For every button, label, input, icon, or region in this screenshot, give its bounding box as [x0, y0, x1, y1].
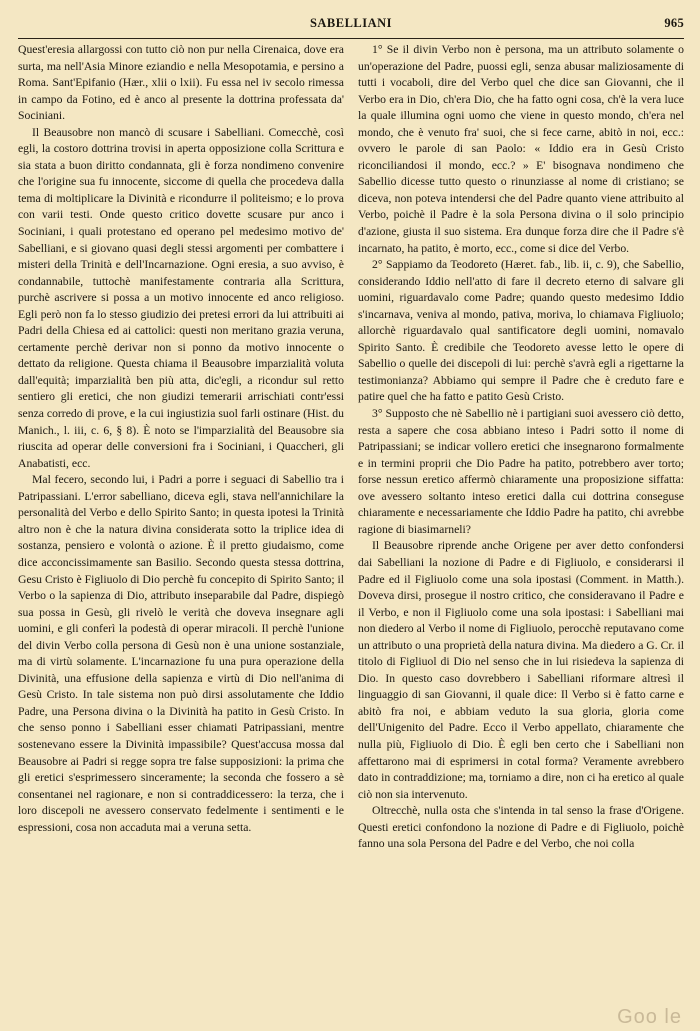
right-column [358, 42, 684, 992]
header-rule [18, 38, 684, 39]
text-columns [18, 42, 684, 992]
paragraph: 3° Supposto che nè Sabellio nè i partigiani suoi avessero ciò detto, resta a sapere che cosa abbiano inteso i Padri sotto il nome di Patripassiani; se indicar vollero eretici che insegnarono formalmente e in termini proprii che Dio Padre ha patito, potrebbero aver torto; forse nessun eretico affermò chiaramente una proposizione siffatta: ove avessero soltanto inteso eretici dalla cui dottrina conseguse chiaramente e necessariamente che Iddio Padre ha patito, chi avrebbe ragione di biasimarneli? [358, 407, 684, 536]
page-number: 965 [664, 16, 684, 30]
scan-watermark: Goo le [617, 1006, 682, 1028]
paragraph: Quest'eresia allargossi con tutto ciò non pur nella Cirenaica, dove era surta, ma nell'Asia Minore eziandio e nella Mesopotamia, e persino a Roma. Sant'Epifanio (Hær., xlii o lxii). Fu essa nel iv secolo rimessa in campo da Fotino, ed è anco al presente la dottrina professata da' Sociniani. [18, 43, 344, 123]
paragraph: Il Beausobre non mancò di scusare i Sabelliani. Comecchè, così egli, la costoro dottrina trovisi in aperta opposizione colla Scrittura e sia stata a buon diritto condannata, gli è forza nondimeno convenire che l'origine sua fu innocente, siccome di quella che procedeva dalla tema di moltiplicare la Divinità e ricondurre il politeismo; e lo prova con varii testi. Onde questo critico dovette scusare pur anco i Sociniani, i quali protestano ed operano pel medesimo motivo de' Sabelliani, e si giovano quasi degli stessi argomenti per combattere i misteri della Trinità e dell'Incarnazione. Ogni eresia, a suo avviso, è condannabile, tuttochè manifestamente contraria alla Scrittura, purchè ascrivere si possa a un motivo innocente ed anco religioso. Egli però non fa lo stesso giudizio dei pretesi errori da lui attribuiti ai Padri della Chiesa ed ai cattolici: questi non meritano grazia veruna, certamente perchè derivar non si ponno da motivo innocente o dettato da religione. Questa chiama il Beausobre imparzialità voluta dall'equità; imparzialità ben più atta, dic'egli, a ricondur sul retto sentiero gli eretici, che non giudizi temerarii arrischiati contr'essi senza corredo di prove, e la cui ingiustizia suol farli ostinare (Hist. du Manich., l. iii, c. 6, § 8). È noto se l'imparzialità del Beausobre sia riuscita ad operar delle conversioni fra i Sociniani, i Quaccheri, gli Anabatisti, ecc. [18, 125, 344, 470]
paragraph: Mal fecero, secondo lui, i Padri a porre i seguaci di Sabellio tra i Patripassiani. L'error sabelliano, diceva egli, stava nell'annichilare la personalità del Verbo e dello Spirito Santo; in questa ipotesi la Trinità altro non è che la natura divina considerata sotto la triplice idea di sostanza, pensiero e volontà o azione. È il pretto giudaismo, come dice acconcissimamente san Basilio. Secondo questa stessa dottrina, Gesu Cristo è Figliuolo di Dio perchè fu concepito di Spirito Santo; il Verbo o la sapienza di Dio, attributo inseparabile dal Padre, dispiegò sua possa in Gesù, gli rivelò le verità che doveva insegnare agli uomini, e gli conferì la podestà di operar miracoli. Il perchè l'unione del divin Verbo colla persona di Gesù non è una unione sostanziale, ma di virtù solamente. L'incarnazione fu una pura operazione della Divinità, una effusione della sapienza e virtù di Dio nell'anima di Gesù Cristo. In tale sistema non può dirsi assolutamente che Iddio Padre, una Persona divina o la Divinità ha patito in Gesù Cristo. In che senso ponno i Sabelliani esser chiamati Patripassiani, mentre sostenevano essere la Divinità impassibile? Quest'accusa mossa dal Beausobre ai Padri si regge sopra tre false supposizioni: la prima che gli eretici s'esprimessero sinceramente; la seconda che fossero a sè consentanei nel ragionare, e non si contraddicessero: la terza, che i loro discepoli ne avessero conservato fedelmente i sentimenti e le espressioni, cosa non accaduta mai a veruna setta. [18, 473, 344, 834]
running-title: SABELLIANI [309, 16, 393, 30]
page-header [18, 16, 684, 36]
left-column [18, 42, 344, 992]
paragraph: Il Beausobre riprende anche Origene per aver detto confondersi dai Sabelliani la nozione di Padre e di Figliuolo, e considerarsi il Padre ed il Figliuolo come una sola ipostasi (Comment. in Matth.). Doveva dirsi, prosegue il nostro critico, che consideravano il Padre e il Verbo, e non il Figliuolo come una sola ipostasi: i Sabelliani mai non diedero al Verbo il nome di Figliuolo, perocchè reputavano come un attributo o una proprietà della natura divina. Ma diedero a G. Cr. il titolo di Figliuol di Dio nel senso che in lui risiedeva la sapienza di Dio. In questo caso dovrebbero i Sabelliani riformare altresì il linguaggio di san Giovanni, il quale dice: Il Verbo si è fatto carne e abitò fra noi, e abbiam veduto la sua gloria, gloria come dell'Unigenito del Padre. Ecco il Verbo appellato, chiaramente che nulla più, Figliuolo di Dio. È egli ben certo che i Sabelliani non affettarono mai di esprimersi in cotal forma? Veramente avrebbero dato in contraddizione; ma, torniamo a dire, non ci ha eretico al quale ciò non sia intervenuto. [358, 539, 684, 801]
paragraph: Oltrecchè, nulla osta che s'intenda in tal senso la frase d'Origene. Questi eretici confondono la nozione di Padre e di Figliuolo, poichè fanno una sola Persona del Padre e del Verbo, che noi colla [358, 804, 684, 851]
paragraph: 2° Sappiamo da Teodoreto (Hæret. fab., lib. ii, c. 9), che Sabellio, considerando Iddio nell'atto di fare il decreto eterno di salvare gli uomini, riguardavalo come Padre; quando questo medesimo Iddio s'incarnava, veniva al mondo, pativa, moriva, lo chiamava Figliuolo; allorchè riguardavalo qual santificatore degli uomini, nomavalo Spirito Santo. È credibile che Teodoreto avesse letto le opere di Sabellio o quelle dei discepoli di lui: perchè s'avrà egli a rigettarne la testimonianza? Abbiamo qui sempre il Padre che è creduto fare e patire quel che ha fatto e patito Gesù Cristo. [358, 258, 684, 404]
paragraph: 1° Se il divin Verbo non è persona, ma un attributo solamente o un'operazione del Padre, puossi egli, senza abusar maliziosamente di tutti i vocaboli, dire del Verbo quel che dice san Giovanni, che il Verbo era in Dio, ch'era Dio, che ha fatto ogni cosa, ch'è la vera luce la quale illumina ogni uomo che viene in questo mondo, ch'era nel mondo, che è venuto fra' suoi, che si fece carne, abitò in noi, ecc.: ovvero le parole di san Paolo: « Iddio era in Gesù Cristo riconciliandosi il mondo, ecc.? » E' bisognava nondimeno che Sabellio dicesse tutto questo o rinunziasse al nome di cristiano; se diceva, non poteva intendersi che del Padre quanto viene attribuito al Verbo, poichè il Padre è la sola Persona divina o il solo principio d'azione, giusta il suo sistema. Era dunque forza dire che il Padre s'è incarnato, ha patito, è morto, ecc., come si dice del Verbo. [358, 43, 684, 255]
page-body [18, 42, 684, 992]
